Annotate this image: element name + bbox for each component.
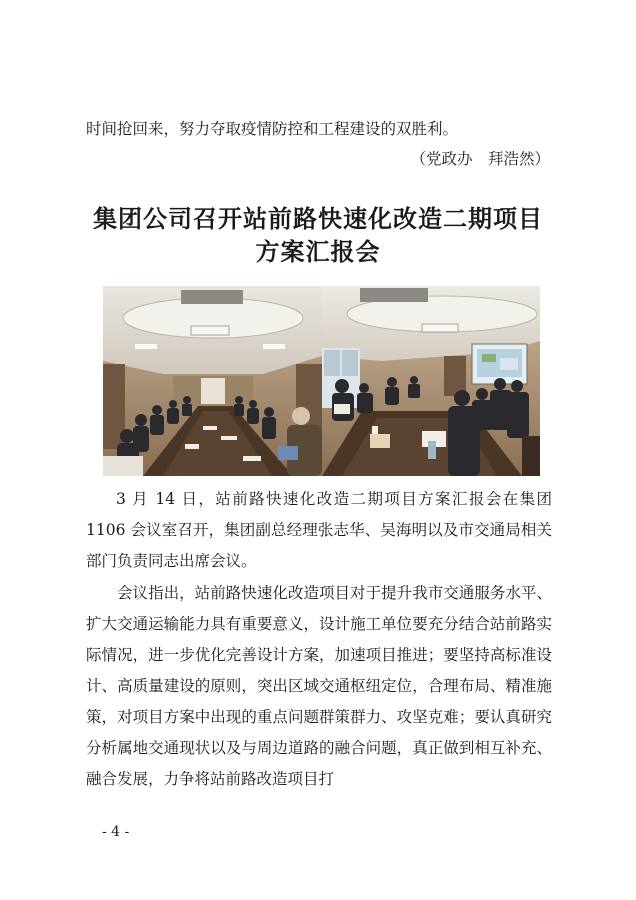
article-title-line-2: 方案汇报会 (255, 237, 381, 266)
meeting-photo-right (322, 286, 540, 476)
article-title-line-1: 集团公司召开站前路快速化改造二期项目 (93, 204, 543, 233)
previous-article-signature: （党政办 拜浩然） (410, 150, 550, 168)
article-paragraph-2: 会议指出，站前路快速化改造项目对于提升我市交通服务水平、扩大交通运输能力具有重要意义，设计施工单位要充分结合站前路实际情况，进一步优化完善设计方案，加速项目推进；要坚持高标准设计、高质量建设的原则，突出区域交通枢纽定位，合理布局、精准施策，对项目方案中出现的重点问题群策群力、攻坚克难；要认真研究分析属地交通现状以及与周边道路的融合问题，真正做到相互补充、融合发展，力争将站前路改造项目打 (86, 584, 552, 788)
page-number: - 4 - (102, 824, 130, 840)
meeting-photo-left (103, 286, 322, 476)
previous-article-last-line: 时间抢回来，努力夺取疫情防控和工程建设的双胜利。 (86, 120, 459, 138)
article-paragraph-1: 3 月 14 日，站前路快速化改造二期项目方案汇报会在集团1106 会议室召开，集团副总经理张志华、吴海明以及市交通局相关部门负责同志出席会议。 (86, 490, 552, 570)
